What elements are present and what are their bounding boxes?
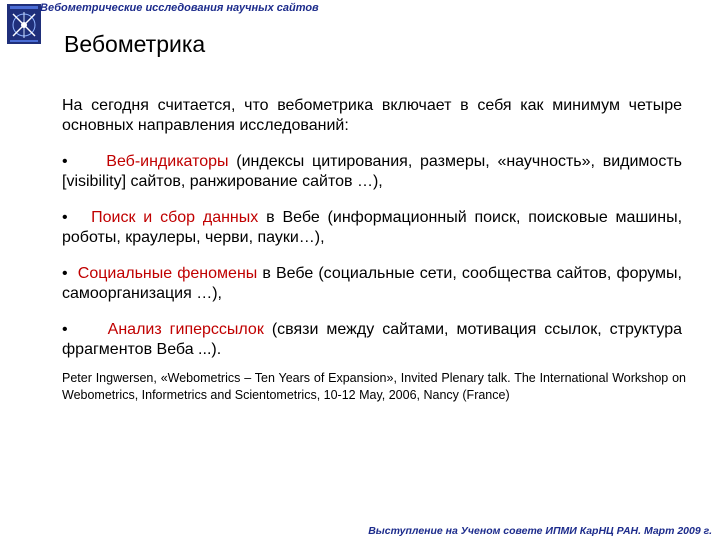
bullet-web-indicators <box>62 152 682 192</box>
logo <box>7 4 41 44</box>
bullet-highlight: Анализ гиперссылок <box>107 321 264 338</box>
footer-text: Выступление на Ученом совете ИПМИ КарНЦ РАН. Март 2009 г. <box>368 525 712 537</box>
bullet-highlight: Поиск и сбор данных <box>91 209 259 226</box>
bullet-highlight: Веб-индикаторы <box>106 153 229 170</box>
bullet-text: в Вебе (информационный поиск, поисковые машины, роботы, краулеры, черви, пауки…), <box>62 209 683 246</box>
slide-title: Вебометрика <box>64 31 206 57</box>
bullet-marker: • <box>62 321 68 338</box>
logo-emblem-icon <box>7 4 41 44</box>
bullet-marker: • <box>62 209 68 226</box>
citation: Peter Ingwersen, «Webometrics – Ten Years of Expansion», Invited Plenary talk. The International Workshop on Webometrics, Informetrics and Scientometrics, 10-12 May, 2006, Nancy (France) <box>62 371 686 402</box>
bullet-social <box>62 264 682 304</box>
header-title: Вебометрические исследования научных сайтов <box>40 2 319 14</box>
bullet-text: (индексы цитирования, размеры, «научность», видимость [visibility] сайтов, ранжирование сайтов …), <box>62 153 682 190</box>
bullet-marker: • <box>62 265 68 282</box>
bullet-text: в Вебе (социальные сети, сообщества сайтов, форумы, самоорганизация …), <box>62 265 683 302</box>
bullet-marker: • <box>62 153 68 170</box>
bullet-search <box>62 208 682 248</box>
bullet-text: (связи между сайтами, мотивация ссылок, структура фрагментов Веба ...). <box>62 321 682 358</box>
slide-body <box>62 96 682 376</box>
bullet-highlight: Социальные феномены <box>77 265 258 282</box>
bullet-hyperlinks <box>62 320 682 360</box>
intro-paragraph: На сегодня считается, что вебометрика включает в себя как минимум четыре основных направления исследований: <box>62 97 682 134</box>
